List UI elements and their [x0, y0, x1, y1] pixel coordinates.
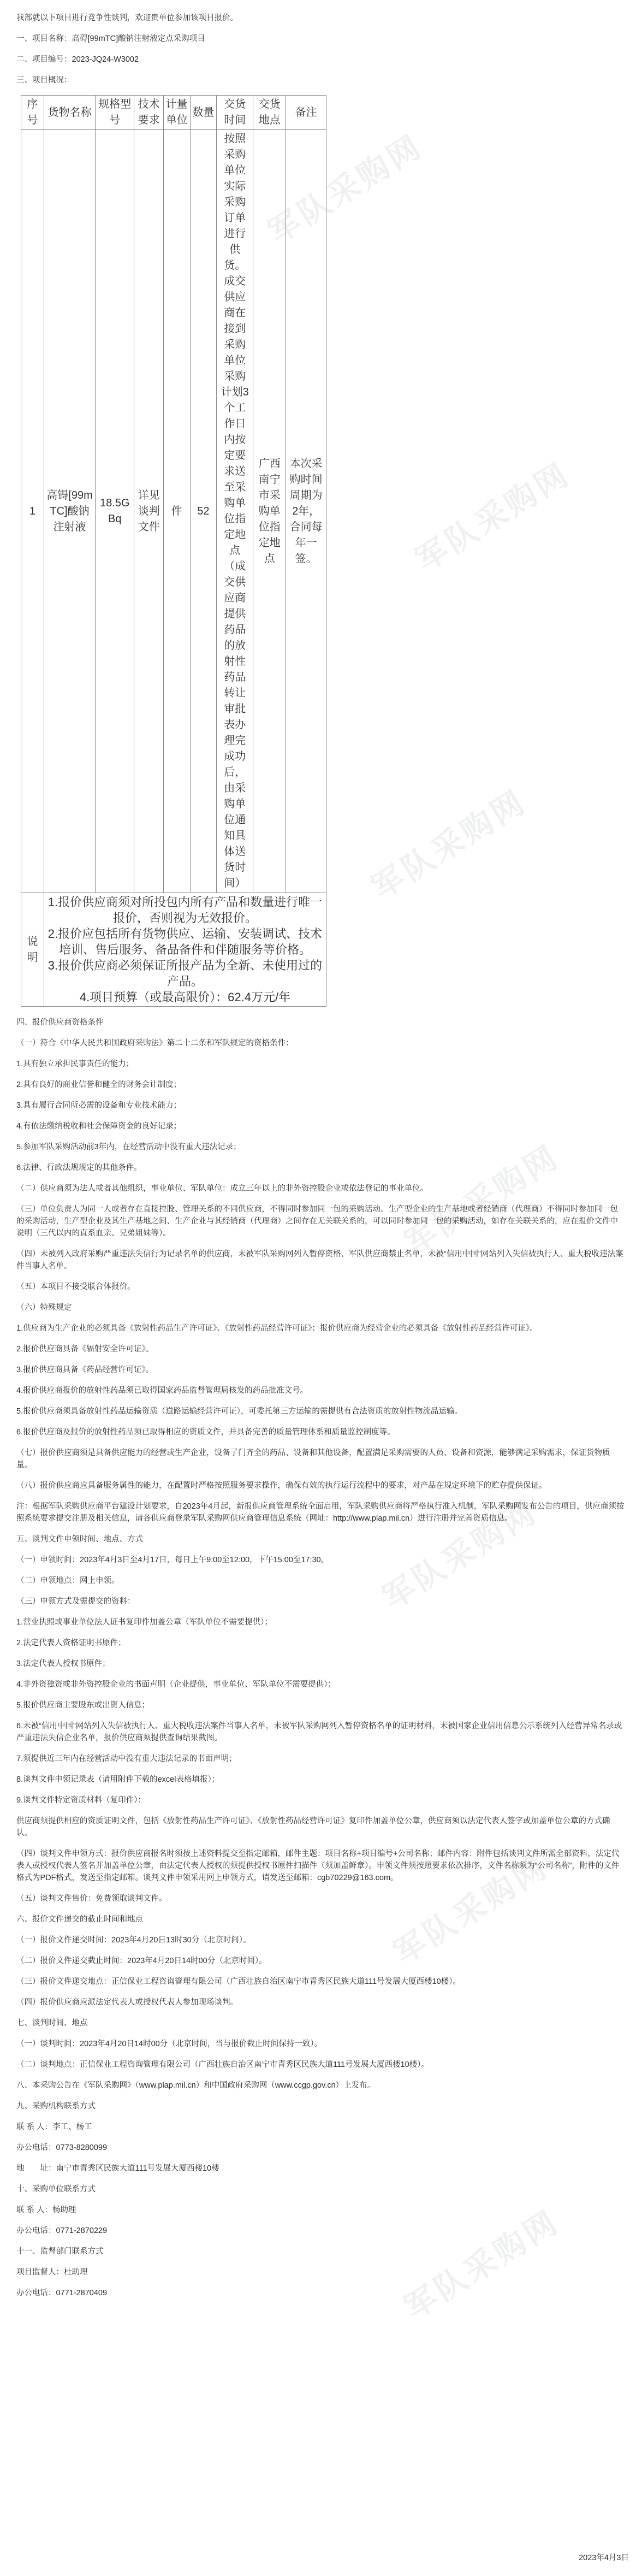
table-header-row: [21, 96, 326, 130]
list-item: 7.须提供近三年内在经营活动中没有重大违法记录的书面声明；: [16, 1754, 237, 1763]
col-header-qty: 数量: [190, 96, 217, 130]
note-item: 3.报价供应商必须保证所报产品为全新、未使用过的产品。: [47, 959, 323, 988]
cell-name: 高锝[99mTC]酸钠注射液: [44, 130, 95, 893]
list-item: （二）谈判地点：正信保业工程咨询管理有限公司（广西壮族自治区南宁市青秀区民族大道111号发展大厦西楼10楼）。: [16, 2060, 429, 2069]
list-item: 4.报价供应商报价的放射性药品须已取得国家药品监督管理局核发的药品批准文号。: [16, 1386, 308, 1395]
section-4-7: （七）报价供应商须是具备供应能力的经营或生产企业，设备了门齐全的药品、设备和其他设备，配置满足采购需要的人员、设备和资源，能够满足采购需求，保证货物质量。: [16, 1449, 610, 1469]
cell-no: 1: [21, 130, 44, 893]
section-4-1: （一）符合《中华人民共和国政府采购法》第二十二条和军队规定的资格条件：: [16, 1039, 294, 1048]
watermark: 军队采购网: [366, 783, 533, 907]
intro-text: 我部就以下项目进行竞争性谈判，欢迎贵单位参加该项目报价。: [16, 14, 238, 22]
list-item: 5.参加军队采购活动前3年内，在经营活动中没有重大违法记录；: [16, 1143, 241, 1151]
section-5-heading: 五、谈判文件申领时间、地点、方式: [16, 1535, 143, 1544]
list-item: （一）谈判时间：2023年4月20日14时00分（北京时间，当与报价截止时间保持一致）。: [16, 2040, 322, 2048]
section-6-heading: 六、报价文件递交的截止时间和地点: [16, 1915, 143, 1924]
cell-remark: 本次采购时间周期为2年，合同每年一签。: [286, 130, 326, 893]
section-5-5: （五）谈判文件售价：免费领取谈判文件。: [16, 1894, 167, 1903]
list-item: 6.未被“信用中国”网站列入失信被执行人、重大税收违法案件当事人名单，未被军队采购网列入暂停资格名单的证明材料，未被国家企业信用信息公示系统列入经营异常名录或严重违法失信企业名单，报价供应商须提供查询结果截图。: [16, 1722, 622, 1742]
cell-time: 按照采购单位实际采购订单进行供货。成交供应商在接到采购单位采购计划3个工作日内按定要求送至采购单位指定地点（成交供应商提供药品的放射性药品转让审批表办理完成功后，由采购单位通知具体送货时间）: [217, 130, 253, 893]
contact-line: 办公电话：0771-2870229: [16, 2226, 108, 2235]
cell-tech: 详见谈判文件: [134, 130, 163, 893]
watermark: 军队采购网: [388, 1848, 555, 1972]
col-header-tech: 技术要求: [134, 96, 163, 130]
list-item: 3.法定代表人授权书原件；: [16, 1659, 110, 1668]
cell-unit: 件: [163, 130, 190, 893]
publish-date: 2023年4月3日: [579, 2554, 629, 2562]
cell-qty: 52: [190, 130, 217, 893]
list-item: （一）申领时间：2023年4月3日至4月17日，每日上午9:00至12:00，下午15:00至17:30。: [16, 1556, 329, 1564]
section-4-2: （二）供应商须为法人或者其他组织，事业单位、军队单位：成立三年以上的非外资控股企业或依法登记的事业单位。: [16, 1184, 428, 1193]
note-item: 1.报价供应商须对所投包内所有产品和数量进行唯一报价，否则视为无效报价。: [47, 895, 323, 925]
list-item: （四）报价供应商应派法定代表人或授权代表人参加现场谈判。: [16, 1998, 238, 2007]
list-item: 1.供应商为生产企业的必须具备《放射性药品生产许可证》、《放射性药品经营许可证》；报价供应商为经营企业的必须具备《放射性药品经营许可证》。: [16, 1324, 538, 1333]
list-item: 2.报价供应商具备《辐射安全许可证》。: [16, 1345, 154, 1354]
list-item: （三）报价文件递交地点：正信保业工程咨询管理有限公司（广西壮族自治区南宁市青秀区民族大道111号发展大厦西楼10楼）。: [16, 1977, 461, 1986]
section-5-4: （四）谈判文件申领方式：报价供应商报名时须按上述资料提交至指定邮箱，邮件主题：项目名称+项目编号+公司名称；邮件内容：附件包括谈判文件所需全部资料，法定代表人或授权代表人签名并加盖单位公章，由法定代表人授权的须提供授权书原件扫描件（须加盖鲜章）。申领文件须按照要求依次排序，文件名称须为“公司名称”，附件的文件格式为PDF格式，发送至指定邮箱。谈判文件申领采用网上申领方式，请发送至邮箱：cgb70229@163.com。: [16, 1850, 620, 1882]
list-item: 6.法律、行政法规规定的其他条件。: [16, 1163, 142, 1172]
cell-spec: 18.5GBq: [96, 130, 134, 893]
col-header-name: 货物名称: [44, 96, 95, 130]
list-item: 6.报价供应商及报价的放射性药品须已取得相应的资质文件，并具备完善的质量管理体系和质量监控制度等。: [16, 1428, 395, 1437]
list-item: 4.有依法缴纳税收和社会保障资金的良好记录；: [16, 1122, 182, 1131]
notes-label: 说明: [21, 893, 44, 1007]
section-4-6: （六）特殊规定: [16, 1303, 72, 1312]
list-item: 5.报价供应商须具备放射性药品运输资质（道路运输经营许可证），可委托第三方运输的需提供有合法资质的放射性物流品运输。: [16, 1407, 462, 1416]
watermark: 军队采购网: [399, 2203, 566, 2327]
watermark: 军队采购网: [399, 1138, 566, 1262]
list-item: 2.具有良好的商业信誉和健全的财务会计制度；: [16, 1080, 182, 1089]
watermark: 军队采购网: [377, 1493, 544, 1617]
section-10-heading: 十、采购单位联系方式: [16, 2185, 96, 2194]
contact-line: 地 址：南宁市青秀区民族大道111号发展大厦西楼10楼: [16, 2164, 219, 2173]
list-item: （二）报价文件递交截止时间：2023年4月20日14时00分（北京时间）。: [16, 1957, 267, 1965]
section-11-heading: 十一、监督部门联系方式: [16, 2247, 104, 2256]
list-item: （三）申领方式及需提交的资料：: [16, 1597, 135, 1606]
col-header-spec: 规格型号: [96, 96, 134, 130]
watermark: 军队采购网: [262, 128, 429, 251]
announcement-body: [16, 12, 626, 2308]
list-item: 供应商须提供相应的资质证明文件，包括《放射性药品生产许可证》、《放射性药品经营许可证》复印件加盖单位公章，供应商须以法定代表人签字或加盖单位公章的方式确认。: [16, 1817, 610, 1838]
procurement-table: [21, 95, 326, 1007]
project-overview-heading: 三、项目概况：: [16, 76, 72, 85]
section-4-5: （五）本项目不接受联合体报价。: [16, 1283, 135, 1291]
list-item: 4.非外资独资或非外资控股企业的书面声明（企业提供，事业单位、军队单位不需要提供）；: [16, 1680, 336, 1689]
section-4-heading: 四、报价供应商资格条件: [16, 1018, 104, 1027]
list-item: 1.具有独立承担民事责任的能力；: [16, 1060, 134, 1068]
section-4-4: （四）未被列入政府采购严重违法失信行为记录名单的供应商，未被军队采购网列入暂停资格、军队供应商禁止名单，未被“信用中国”网站列入失信被执行人、重大税收违法案件当事人名单。: [16, 1250, 623, 1271]
col-header-remark: 备注: [286, 96, 326, 130]
project-number: 二、项目编号：2023-JQ24-W3002: [16, 55, 139, 64]
list-item: 1.营业执照或事业单位法人证书复印件加盖公章（军队单位不需要提供）；: [16, 1618, 272, 1627]
list-item: （一）报价文件递交时间：2023年4月20日13时30分（北京时间）。: [16, 1936, 251, 1945]
contact-line: 联 系 人：李工、杨工: [16, 2123, 92, 2131]
col-header-unit: 计量单位: [163, 96, 190, 130]
notes-cell: [44, 893, 326, 1007]
section-7-heading: 七、谈判时间、地点: [16, 2019, 88, 2028]
project-name: 一、项目名称：高碍[99mTC]酸钠注射液定点采购项目: [16, 34, 205, 43]
list-item: 3.报价供应商具备《药品经营许可证》。: [16, 1366, 154, 1374]
col-header-no: 序号: [21, 96, 44, 130]
col-header-place: 交货地点: [253, 96, 286, 130]
note-item: 4.项目预算（或最高限价）：62.4万元/年: [79, 990, 291, 1004]
cell-place: 广西南宁市采购单位指定地点: [253, 130, 286, 893]
note-item: 2.报价应包括所有货物供应、运输、安装调试、技术培训、售后服务、备品备件和伴随服务等价格。: [47, 927, 323, 956]
section-4-8: （八）报价供应商应具备服务属性的能力，在配置时严格按照服务要求操作，确保有效的执行运行流程中的要求，对产品在规定环境下的贮存提供保证。: [16, 1481, 547, 1490]
contact-line: 办公电话：0773-8280099: [16, 2143, 108, 2152]
section-9-heading: 九、采购机构联系方式: [16, 2102, 96, 2111]
watermark: 军队采购网: [409, 456, 576, 579]
section-8: 八、本采购公告在《军队采购网》（www.plap.mil.cn）和中国政府采购网（www.ccgp.gov.cn）上发布。: [16, 2081, 376, 2090]
section-4-3: （三）单位负责人为同一人或者存在直接控股、管理关系的不同供应商，不得同时参加同一包的采购活动。生产型企业的生产基地或者经销商（代理商）不得同时参加同一包的采购活动，生产型企业及其生产基地之间、生产企业与其经销商（代理商）之间存在无关联关系的，可以同时参加同一包的采购活动，如存在关联关系的，应在报价文件中说明（三代以内的直系血亲、兄弟姐妹等）。: [16, 1205, 618, 1238]
list-item: 8.谈判文件申领记录表（请用附件下载的excel表格填报）；: [16, 1775, 220, 1784]
list-item: 9.谈判文件特定资质材料（复印件）：: [16, 1796, 146, 1805]
contact-line: 联 系 人：杨助理: [16, 2206, 76, 2214]
section-4-note: 注：根据军队采购供应商平台建设计划要求，自2023年4月起，新报供应商管理系统全面启用，军队采购供应商将严格执行准入机制，军队采购网发布公告的项目，供应商须按照系统要求提交注册及相关信息，请各供应商登录军队采购网供应商管理信息系统（网址：http://www.plap.mil.cn）进行注册并完善资质信息。: [16, 1502, 625, 1523]
table-row: [21, 130, 326, 893]
contact-line: 办公电话：0771-2870409: [16, 2289, 108, 2297]
list-item: 3.具有履行合同所必需的设备和专业技术能力；: [16, 1101, 182, 1110]
list-item: （二）申领地点：网上申领。: [16, 1576, 120, 1585]
contact-line: 项目监督人：杜助理: [16, 2268, 88, 2277]
list-item: 2.法定代表人资格证明书原件；: [16, 1639, 126, 1647]
list-item: 5.报价供应商主要股东或出资人信息；: [16, 1701, 150, 1710]
col-header-time: 交货时间: [217, 96, 253, 130]
table-notes-row: [21, 893, 326, 1007]
